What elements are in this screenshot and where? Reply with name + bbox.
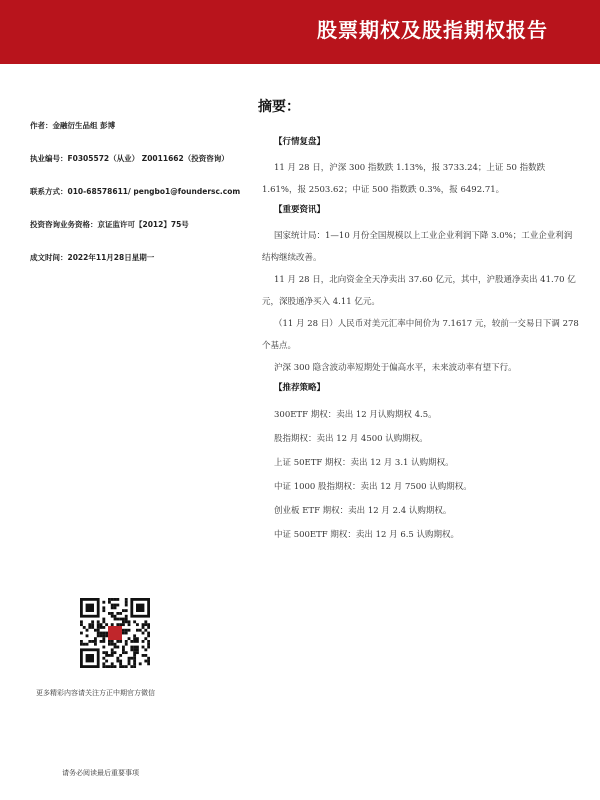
summary-body bbox=[262, 136, 580, 547]
strategy-item: 中证 500ETF 期权：卖出 12 月 6.5 认购期权。 bbox=[274, 530, 460, 540]
summary-title: 摘要： bbox=[258, 99, 300, 115]
strategy-heading: 【推荐策略】 bbox=[274, 383, 326, 393]
news-heading: 【重要资讯】 bbox=[274, 205, 326, 215]
license-number-line: 执业编号：F0305572（从业） Z0011662（投资咨询） bbox=[30, 154, 229, 163]
header-bar bbox=[0, 0, 600, 64]
strategy-item: 创业板 ETF 期权：卖出 12 月 2.4 认购期权。 bbox=[274, 506, 452, 516]
news-paragraph: 国家统计局：1—10 月份全国规模以上工业企业利润下降 3.0%；工业企业利润结构继续改善。 bbox=[262, 231, 573, 263]
report-title: 股票期权及股指期权报告 bbox=[317, 18, 548, 42]
strategy-item: 300ETF 期权：卖出 12 月认购期权 4.5。 bbox=[274, 410, 437, 420]
strategy-item: 上证 50ETF 期权：卖出 12 月 3.1 认购期权。 bbox=[274, 458, 454, 468]
strategy-item: 股指期权：卖出 12 月 4500 认购期权。 bbox=[274, 434, 428, 444]
author-info-panel bbox=[30, 120, 255, 285]
news-paragraph: 11 月 28 日，北向资金全天净卖出 37.60 亿元，其中，沪股通净卖出 41.70 亿元，深股通净买入 4.11 亿元。 bbox=[262, 275, 576, 307]
news-paragraph: （11 月 28 日）人民币对美元汇率中间价为 7.1617 元，较前一交易日下调 278 个基点。 bbox=[262, 319, 579, 351]
author-line: 作者：金融衍生品组 彭博 bbox=[30, 121, 116, 130]
qr-code-icon bbox=[80, 598, 150, 668]
news-paragraph: 沪深 300 隐含波动率短期处于偏高水平，未来波动率有望下行。 bbox=[274, 363, 517, 373]
date-line: 成文时间：2022年11月28日星期一 bbox=[30, 253, 155, 262]
qr-caption: 更多精彩内容请关注方正中期官方微信 bbox=[36, 689, 155, 697]
strategy-item: 中证 1000 股指期权：卖出 12 月 7500 认购期权。 bbox=[274, 482, 472, 492]
contact-line: 联系方式：010-68578611/ pengbo1@foundersc.com bbox=[30, 187, 241, 196]
qualification-line: 投资咨询业务资格：京证监许可【2012】75号 bbox=[30, 220, 189, 229]
market-review-paragraph: 11 月 28 日，沪深 300 指数跌 1.13%，报 3733.24；上证 50 指数跌 1.61%，报 2503.62；中证 500 指数跌 0.3%，报 6492.71。 bbox=[262, 163, 546, 195]
footer-note: 请务必阅读最后重要事项 bbox=[62, 769, 139, 777]
market-review-heading: 【行情复盘】 bbox=[274, 137, 326, 147]
